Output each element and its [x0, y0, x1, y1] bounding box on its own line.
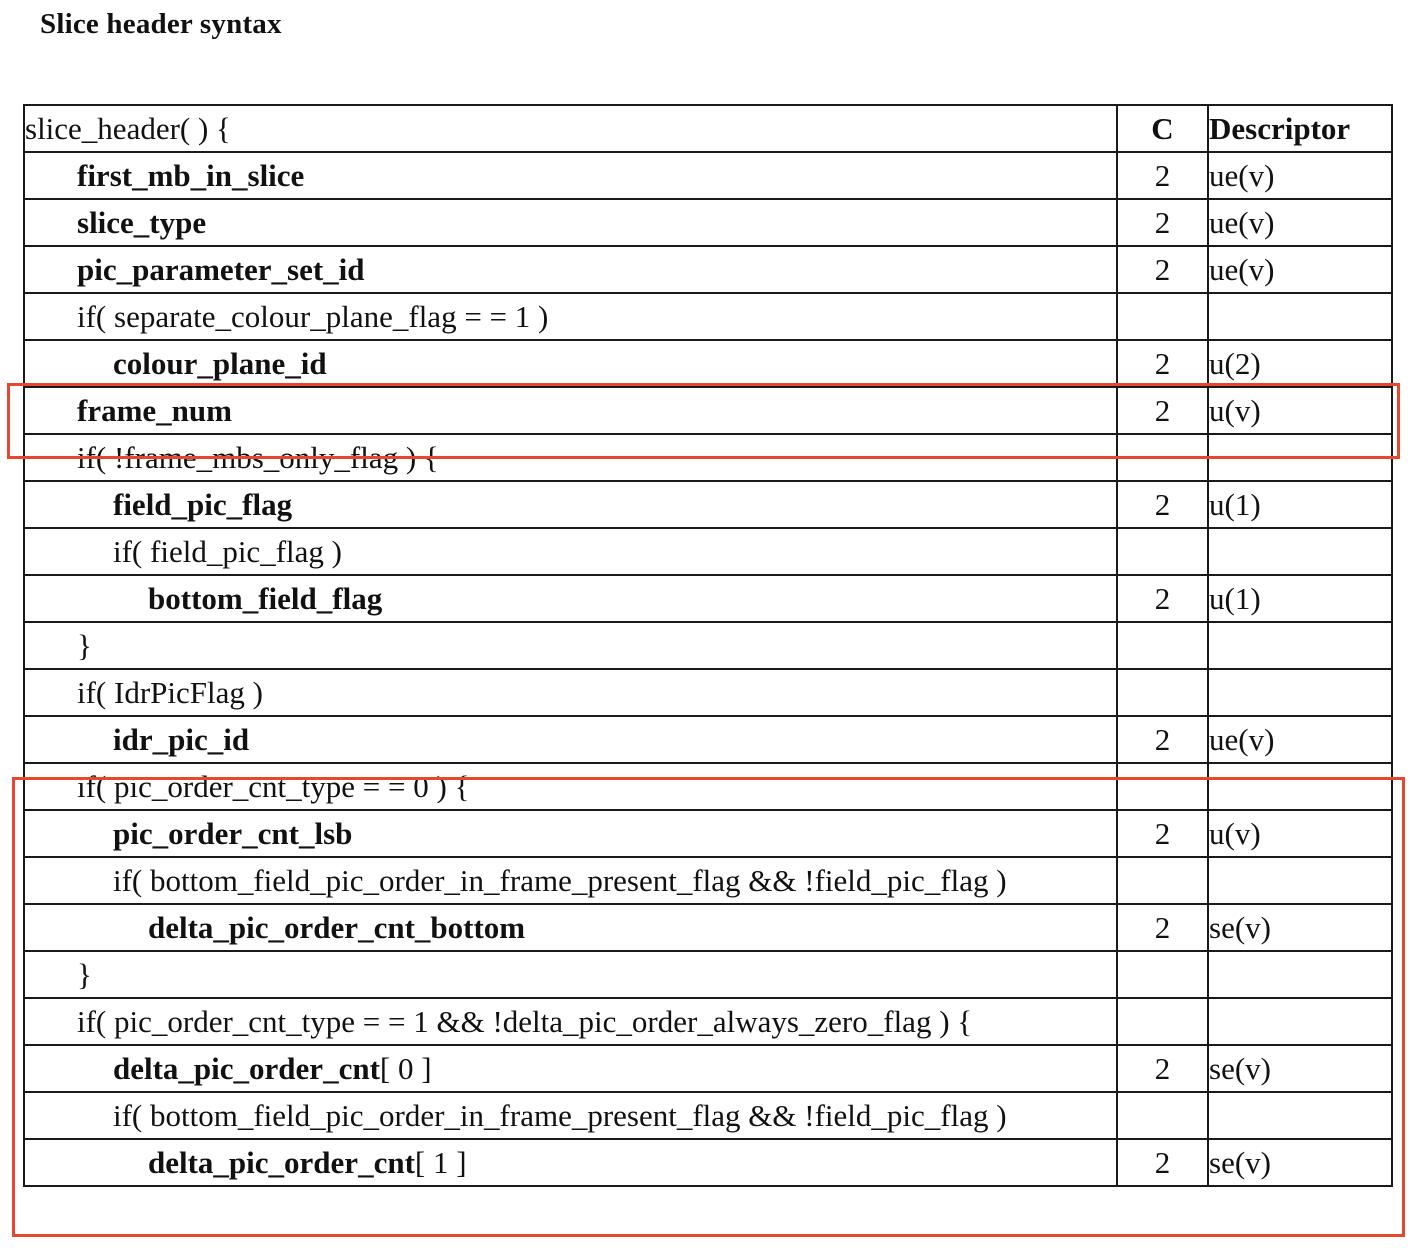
syntax-condition: if( bottom_field_pic_order_in_frame_present_flag && !field_pic_flag ) [113, 1098, 1007, 1133]
syntax-element-name: colour_plane_id [113, 346, 327, 381]
descriptor-cell: ue(v) [1208, 246, 1392, 293]
syntax-element-index: [ 0 ] [379, 1051, 432, 1086]
descriptor-cell: ue(v) [1208, 199, 1392, 246]
syntax-element-cell [24, 857, 1117, 904]
syntax-header-cell: slice_header( ) { [24, 105, 1117, 152]
syntax-element-cell [24, 528, 1117, 575]
table-header-row [24, 105, 1392, 152]
category-cell: 2 [1117, 199, 1208, 246]
category-cell: 2 [1117, 810, 1208, 857]
category-cell [1117, 857, 1208, 904]
descriptor-cell [1208, 951, 1392, 998]
category-cell: 2 [1117, 481, 1208, 528]
category-cell: 2 [1117, 716, 1208, 763]
syntax-condition: if( pic_order_cnt_type = = 0 ) { [77, 769, 470, 804]
table-row [24, 1092, 1392, 1139]
category-cell [1117, 622, 1208, 669]
syntax-element-name: field_pic_flag [113, 487, 293, 522]
syntax-element-cell [24, 152, 1117, 199]
table-row [24, 763, 1392, 810]
syntax-element-name: idr_pic_id [113, 722, 250, 757]
descriptor-cell [1208, 763, 1392, 810]
table-row [24, 998, 1392, 1045]
category-cell [1117, 434, 1208, 481]
table-row [24, 1139, 1392, 1186]
category-cell: 2 [1117, 904, 1208, 951]
syntax-element-cell [24, 998, 1117, 1045]
descriptor-cell: se(v) [1208, 1045, 1392, 1092]
syntax-element-name: delta_pic_order_cnt [148, 1145, 415, 1180]
table-row [24, 575, 1392, 622]
syntax-element-cell [24, 716, 1117, 763]
table-row [24, 669, 1392, 716]
syntax-element-cell [24, 434, 1117, 481]
descriptor-cell: se(v) [1208, 904, 1392, 951]
table-row [24, 199, 1392, 246]
syntax-condition: if( pic_order_cnt_type = = 1 && !delta_pic_order_always_zero_flag ) { [77, 1004, 973, 1039]
syntax-element-cell [24, 810, 1117, 857]
descriptor-cell [1208, 622, 1392, 669]
syntax-condition: if( separate_colour_plane_flag = = 1 ) [77, 299, 549, 334]
table-row [24, 810, 1392, 857]
descriptor-cell: u(1) [1208, 575, 1392, 622]
category-cell [1117, 528, 1208, 575]
syntax-element-cell [24, 904, 1117, 951]
syntax-element-name: delta_pic_order_cnt_bottom [148, 910, 526, 945]
syntax-condition: if( IdrPicFlag ) [77, 675, 263, 710]
descriptor-cell [1208, 998, 1392, 1045]
syntax-element-cell [24, 622, 1117, 669]
category-cell [1117, 951, 1208, 998]
category-cell [1117, 1092, 1208, 1139]
syntax-element-cell [24, 763, 1117, 810]
category-cell: 2 [1117, 1045, 1208, 1092]
table-row [24, 622, 1392, 669]
descriptor-cell [1208, 669, 1392, 716]
descriptor-cell: u(1) [1208, 481, 1392, 528]
category-cell: 2 [1117, 1139, 1208, 1186]
syntax-element-cell [24, 1139, 1117, 1186]
syntax-element-cell [24, 1092, 1117, 1139]
table-row [24, 1045, 1392, 1092]
category-cell: 2 [1117, 152, 1208, 199]
descriptor-cell [1208, 293, 1392, 340]
syntax-element-name: pic_parameter_set_id [77, 252, 365, 287]
table-row [24, 152, 1392, 199]
descriptor-cell: u(v) [1208, 387, 1392, 434]
category-cell [1117, 669, 1208, 716]
table-row [24, 716, 1392, 763]
descriptor-cell: ue(v) [1208, 152, 1392, 199]
descriptor-cell: ue(v) [1208, 716, 1392, 763]
table-row [24, 904, 1392, 951]
syntax-element-cell [24, 293, 1117, 340]
descriptor-cell [1208, 1092, 1392, 1139]
syntax-element-cell [24, 246, 1117, 293]
descriptor-cell: u(v) [1208, 810, 1392, 857]
descriptor-cell [1208, 434, 1392, 481]
syntax-element-name: pic_order_cnt_lsb [113, 816, 353, 851]
table-row [24, 951, 1392, 998]
descriptor-cell [1208, 528, 1392, 575]
table-row [24, 246, 1392, 293]
syntax-element-cell [24, 199, 1117, 246]
syntax-element-name: slice_type [77, 205, 207, 240]
descriptor-cell [1208, 857, 1392, 904]
syntax-element-name: frame_num [77, 393, 232, 428]
syntax-element-cell [24, 387, 1117, 434]
descriptor-header-cell: Descriptor [1208, 105, 1392, 152]
syntax-element-index: [ 1 ] [414, 1145, 467, 1180]
category-cell [1117, 998, 1208, 1045]
section-title: Slice header syntax [40, 8, 282, 40]
syntax-condition: if( !frame_mbs_only_flag ) { [77, 440, 439, 475]
syntax-element-cell [24, 1045, 1117, 1092]
category-cell [1117, 763, 1208, 810]
syntax-element-name: bottom_field_flag [148, 581, 383, 616]
table-row [24, 434, 1392, 481]
syntax-element-cell [24, 575, 1117, 622]
category-cell [1117, 293, 1208, 340]
table-row [24, 857, 1392, 904]
descriptor-cell: u(2) [1208, 340, 1392, 387]
category-cell: 2 [1117, 387, 1208, 434]
category-cell: 2 [1117, 340, 1208, 387]
syntax-condition: } [77, 957, 92, 992]
syntax-element-cell [24, 951, 1117, 998]
syntax-element-cell [24, 669, 1117, 716]
syntax-condition: if( field_pic_flag ) [113, 534, 342, 569]
table-row [24, 481, 1392, 528]
table-row [24, 293, 1392, 340]
table-row [24, 528, 1392, 575]
syntax-element-name: first_mb_in_slice [77, 158, 305, 193]
syntax-element-cell [24, 340, 1117, 387]
category-cell: 2 [1117, 575, 1208, 622]
syntax-condition: if( bottom_field_pic_order_in_frame_present_flag && !field_pic_flag ) [113, 863, 1007, 898]
slice-header-syntax-table [23, 104, 1393, 1187]
table-row [24, 387, 1392, 434]
table-row [24, 340, 1392, 387]
syntax-condition: } [77, 628, 92, 663]
descriptor-cell: se(v) [1208, 1139, 1392, 1186]
category-cell: 2 [1117, 246, 1208, 293]
syntax-element-name: delta_pic_order_cnt [113, 1051, 380, 1086]
category-header-cell: C [1117, 105, 1208, 152]
syntax-element-cell [24, 481, 1117, 528]
